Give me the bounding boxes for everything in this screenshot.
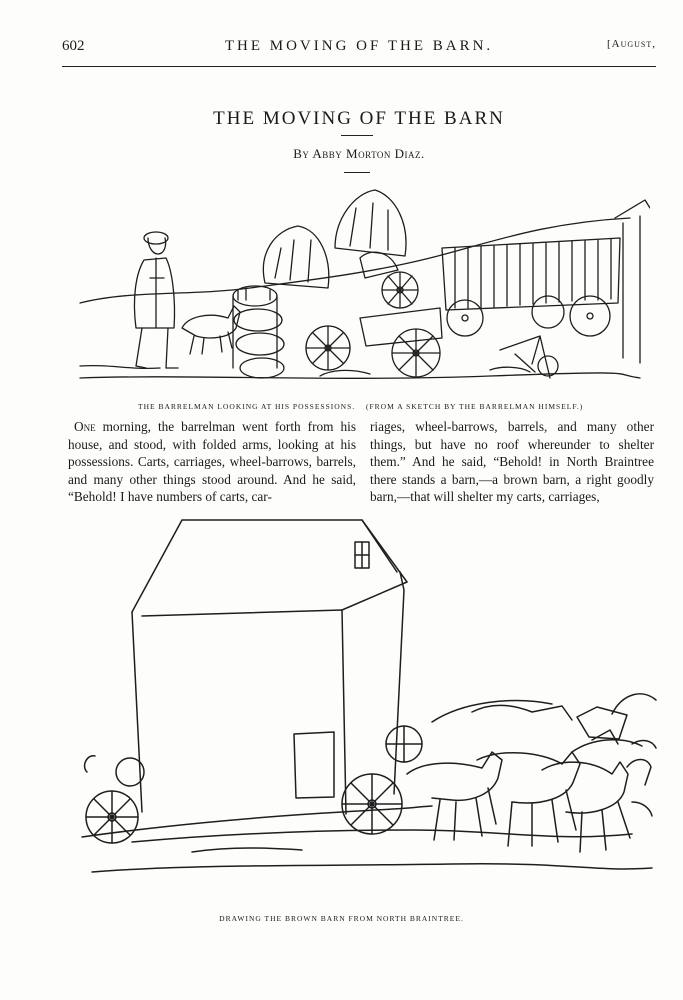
barrel-stack [233,286,284,378]
top-figure-caption-left: THE BARRELMAN LOOKING AT HIS POSSESSIONS. [138,402,356,411]
header-rule [62,66,656,67]
barn-moving-illustration [72,512,658,904]
page-number: 602 [62,38,85,54]
running-header [62,38,656,64]
running-title: THE MOVING OF THE BARN. [224,38,494,54]
body-column-right [370,418,654,506]
title-divider [341,135,373,136]
byline: By Abby Morton Diaz. [293,146,425,161]
hay-wagon [442,238,620,310]
barrelman-illustration [70,178,650,396]
article-title: THE MOVING OF THE BARN [213,108,505,129]
col1-text: morning, the barrelman went forth from his house, and stood, with folded arms, looking at his possessions. Carts, carriages, wheel-barrows, barrels, and many other things stood around. And he said, “Behold! I have numbers of carts, car- [68,419,357,504]
bottom-figure-caption: DRAWING THE BROWN BARN FROM NORTH BRAINTREE. [219,914,464,923]
byline-divider [344,172,370,173]
barrelman-figure [134,232,178,368]
col2-text: riages, wheel-barrows, barrels, and many other things, but have no roof whereunder to shelter them.” And he said, “Behold! in North Braintree there stands a barn,—a brown barn, a right goodly barn,—that will shelter my carts, carriages, [370,419,654,504]
oxen-team [407,730,652,852]
goat [182,306,240,338]
lead-word: One [74,419,96,434]
brown-barn [132,520,407,814]
top-figure-caption-right: (FROM A SKETCH BY THE BARRELMAN HIMSELF.) [366,402,584,411]
body-column-left [68,418,356,506]
running-month: [August, [606,38,656,50]
